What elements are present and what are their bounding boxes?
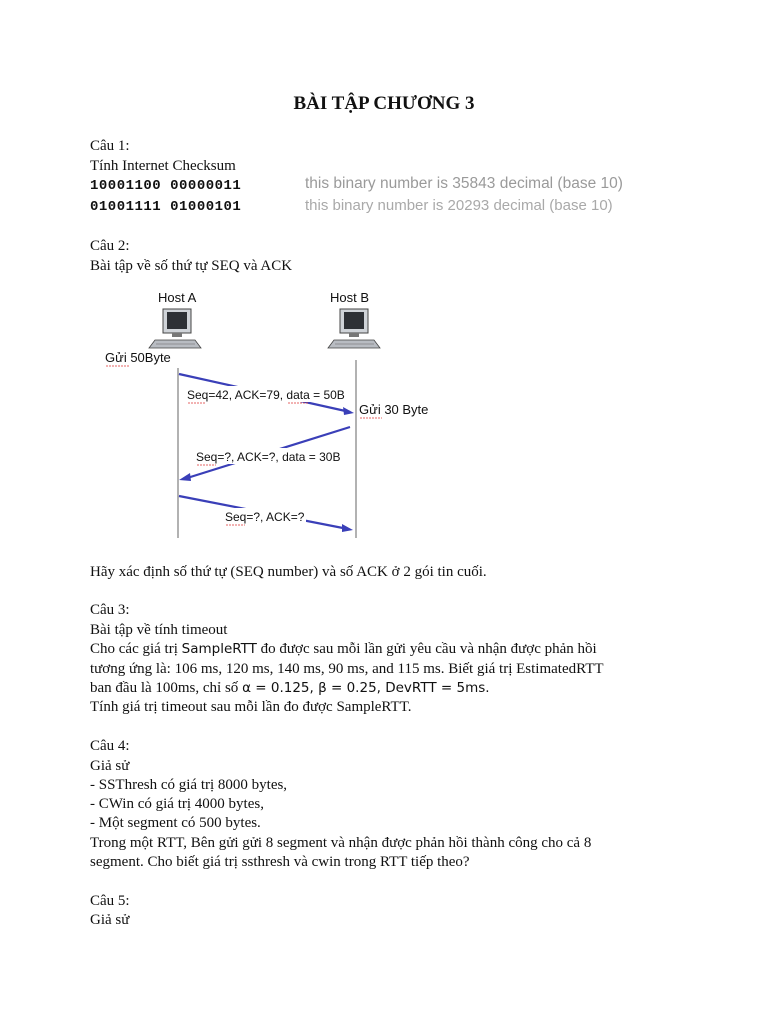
samplertt-term: SampleRTT [181,641,257,657]
q4-line-1: Trong một RTT, Bên gửi gửi 8 segment và nhận được phản hồi thành công cho cả 8 [90,835,592,851]
page-title: BÀI TẬP CHƯƠNG 3 [293,93,475,114]
host-b-computer-icon [328,309,380,348]
msg-3-label: Seq=?, ACK=? [225,510,305,524]
host-a-label: Host A [158,290,197,305]
arrow-head-icon [343,407,354,415]
q3-heading: Câu 3: [90,602,130,618]
q4-assume: Giả sử [90,758,130,774]
q3-line-1-part-c: đo được sau mỗi lần gửi yêu cầu và nhận được phản hồi [256,641,597,657]
q3-line-2: tương ứng là: 106 ms, 120 ms, 140 ms, 90 ms, and 115 ms. Biết giá trị EstimatedRTT [90,661,604,677]
q2-heading: Câu 2: [90,238,130,254]
send-a-label: Gửi 50Byte [105,350,171,365]
host-a-computer-icon [149,309,201,348]
q1-note-1: this binary number is 35843 decimal (base 10) [305,175,623,192]
q3-line-1 [90,640,597,659]
q4-heading: Câu 4: [90,738,130,754]
q4-line-2: segment. Cho biết giá trị ssthresh và cwin trong RTT tiếp theo? [90,854,470,870]
q4-item-3: - Một segment có 500 bytes. [90,815,261,831]
q5-heading: Câu 5: [90,893,130,909]
arrow-head-icon [342,524,353,532]
q4-item-2: - CWin có giá trị 4000 bytes, [90,796,264,812]
q1-binary-2: 01001111 01000101 [90,199,242,215]
seq-ack-diagram [0,280,768,545]
q3-line-4: Tính giá trị timeout sau mỗi lần đo được SampleRTT. [90,699,412,715]
q3-task: Bài tập về tính timeout [90,622,228,638]
q5-assume: Giả sử [90,912,130,928]
q3-line-1-part-a: Cho các giá trị [90,641,182,657]
q1-task: Tính Internet Checksum [90,158,236,174]
q2-question: Hãy xác định số thứ tự (SEQ number) và số ACK ở 2 gói tin cuối. [90,564,487,580]
q1-note-2: this binary number is 20293 decimal (base 10) [305,197,613,214]
msg-2-label: Seq=?, ACK=?, data = 30B [196,450,341,464]
host-b-label: Host B [330,290,370,305]
msg-1-label: Seq=42, ACK=79, data = 50B [187,388,345,402]
q3-parameters: α = 0.125, β = 0.25, DevRTT = 5ms. [242,680,490,696]
q2-task: Bài tập về số thứ tự SEQ và ACK [90,258,293,274]
q3-line-3-part-a: ban đầu là 100ms, chỉ số [90,680,243,696]
q4-item-1: - SSThresh có giá trị 8000 bytes, [90,777,288,793]
arrow-head-icon [179,473,191,481]
q3-line-3 [90,679,490,698]
q1-binary-1: 10001100 00000011 [90,178,242,194]
send-b-label: Gửi 30 Byte [359,402,429,417]
q1-heading: Câu 1: [90,138,130,154]
